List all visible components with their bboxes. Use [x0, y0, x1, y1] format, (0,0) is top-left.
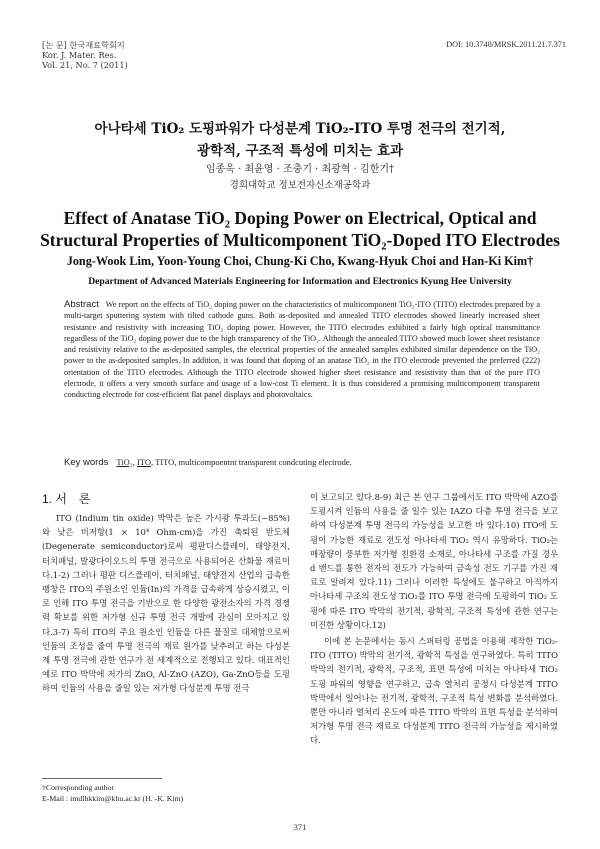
title-english-line2: Structural Properties of Multicomponent TiO₂-Doped ITO Electrodes [40, 230, 560, 250]
title-korean [0, 118, 600, 162]
footnote-corresponding: †Corresponding author [42, 783, 115, 792]
keywords: Key words TiO₂, ITO, TITO, multicompoentnt transparent condcuting electrode. [64, 457, 352, 468]
authors-english: Jong-Wook Lim, Yoon-Young Choi, Chung-Ki Cho, Kwang-Hyuk Choi and Han-Ki Kim† [66, 254, 534, 268]
abstract-label: Abstract [64, 299, 99, 310]
body-right-column [310, 490, 558, 748]
body-paragraph: 이에 본 논문에서는 동시 스퍼터링 공법을 이용해 제작한 TiO₂-ITO (TITO) 박막의 전기적, 광학적 특성을 연구하였다. 특히 TITO 박막의 전기적, 광학적, 구조적, 표면 특성에 미치는 아나타세 TiO₂ 도핑 파워의 영향을 연구하고, 급속 열처리 공정시 다성분계 TITO 박막에서 일어나는 전기적, 광학적, 구조적 특성 변화를 분석하였다. 뿐만 아니라 열처리 온도에 따른 TITO 박막의 표면 특성을 분석하여 저가형 투명 전극 재료로 다성분계 TITO 전극의 가능성을 제시하였다. [310, 636, 558, 746]
title-korean-line2: 광학적, 구조적 특성에 미치는 효과 [196, 143, 404, 159]
keyword-tio2: TiO₂ [116, 457, 133, 467]
authors-korean: 임종욱 · 최윤영 · 조충기 · 최광혁 · 김한기† [205, 164, 395, 175]
title-korean-line1: 아나타세 TiO₂ 도핑파워가 다성분계 TiO₂-ITO 투명 전극의 전기적, [94, 121, 506, 137]
footnote [42, 782, 183, 804]
body-paragraph: 이 보고되고 있다.8-9) 최근 본 연구 그룹에서도 ITO 박막에 AZO를 도핑시켜 인듐의 사용을 줄 일수 있는 IAZO 다층 투명 전극을 보고하여 다성분계 투명 전극의 가능성을 보고한 바 있다.10) ITO에 도핑이 가능한 재료로 전도성 아나타세 TiO₂ 역시 유망하다. TiO₂는 매장량이 풍부한 저가형 친환경 소재로, 아나타세 구조를 가질 경우 d 밴드를 통한 전자의 전도가 가능하여 금속성 전도 기구를 가진 재료로 알려져 있다.11) 그러나 이러한 특성에도 불구하고 아직까지 아나타세 구조의 전도성 TiO₂를 ITO 투명 전극에 도핑하여 TiO₂ 도핑에 따른 ITO 박막의 전기적, 광학적, 구조적 특성에 관한 연구는 미진한 상황이다.12) [310, 492, 558, 630]
body-left-column: ITO (Indium tin oxide) 박막은 높은 가시광 투과도(~85%) 와 낮은 비저항(1 × 10⁴ Ohm-cm)을 가진 축퇴된 반도체 (Degenerate semiconductor)로써 평판디스플레이, 태양전지, 터치패널, 발광다이오드의 투명 전극으로 사용되어온 산화물 재료이다.1-2) 그러나 평판 디스플레이, 터치패널, 태양전지 산업의 급속한 팽창은 ITO의 주원소인 인듐(In)의 가격을 급속하게 상승시켰고, 이로 인해 ITO 투명 전극을 기반으로 한 다양한 광전소자의 가격 경쟁력 확보를 위한 저가형 신규 투명 전극 개발에 관심이 모아지고 있다.3-7) 특히 ITO의 주요 원소인 인듐을 다른 물질로 대체함으로써 인듐의 조성을 줄여 투명 전극의 재료 원가를 낮추려고 하는 다성분계 투명 전극에 관한 연구가 전 세계적으로 진행되고 있다. 대표적인 예로 ITO 박막에 저가의 ZnO, Al-ZnO (AZO), Ga-ZnO등을 도핑하여 인듐의 사용을 줄일 있는 저가형 다성분계 투명 전극 [42, 513, 290, 694]
department-english: Department of Advanced Materials Engineering for Information and Electronics Kyung Hee University [88, 276, 512, 287]
keywords-label: Key words [64, 457, 109, 468]
journal-volume: Vol. 21, No. 7 (2011) [42, 60, 128, 70]
abstract [64, 299, 540, 401]
journal-header [42, 40, 128, 70]
journal-name-ko: [논 문] 한국재료학회지 [42, 40, 125, 50]
affiliation-korean: 경희대학교 정보전자신소재공학과 [229, 180, 371, 191]
page-number: 371 [293, 822, 307, 832]
abstract-text: We report on the effects of TiO₂ doping power on the characteristics of multicomponent TiO₂-ITO (TITO) electrodes prepared by a multi-target sputtering system with tilted cathode guns. Both as-deposited and annealed TITO electrodes showed linearly increased sheet resistance and resistivity with increasing TiO₂ doping power. However, the TITO electrodes exhibited a fairly high optical transmittance regardless of the TiO₂ doping power due to the high transparency of the TiO₂. Although the annealed TITO showed much lower sheet resistance and resistivity relative to the as-deposited samples, the electrical properties of the annealed samples exhibited similar dependence on the TiO₂ power to the as-deposited samples. In addition, it was found that doping of an anatase TiO₂ in the ITO electrode prevented the preferred (222) orientation of the TITO electrodes. Although the TITO electrode showed higher sheet resistance and resistivity than that of the pure ITO electrode, it offers a very smooth surface and usage of a low-cost Ti element. It is thus considered a promising multicomponent transparent conducting electrode for cost-efficient flat panel displays and photovoltaics. [64, 300, 540, 400]
journal-name-en: Kor. J. Mater. Res. [42, 50, 117, 60]
title-english-line1: Effect of Anatase TiO₂ Doping Power on Electrical, Optical and [63, 208, 537, 228]
keyword-ito: ITO [136, 457, 151, 467]
title-english [0, 207, 600, 251]
doi: DOI: 10.3740/MRSK.2011.21.7.371 [446, 40, 566, 49]
section-heading: 1. 서 론 [42, 492, 91, 506]
footnote-email: E-Mail : imdlhkkim@khu.ac.kr (H. -K. Kim) [42, 794, 184, 803]
keywords-rest: , TITO, multicompoentnt transparent condcuting electrode. [150, 457, 352, 467]
footnote-divider [42, 778, 162, 779]
